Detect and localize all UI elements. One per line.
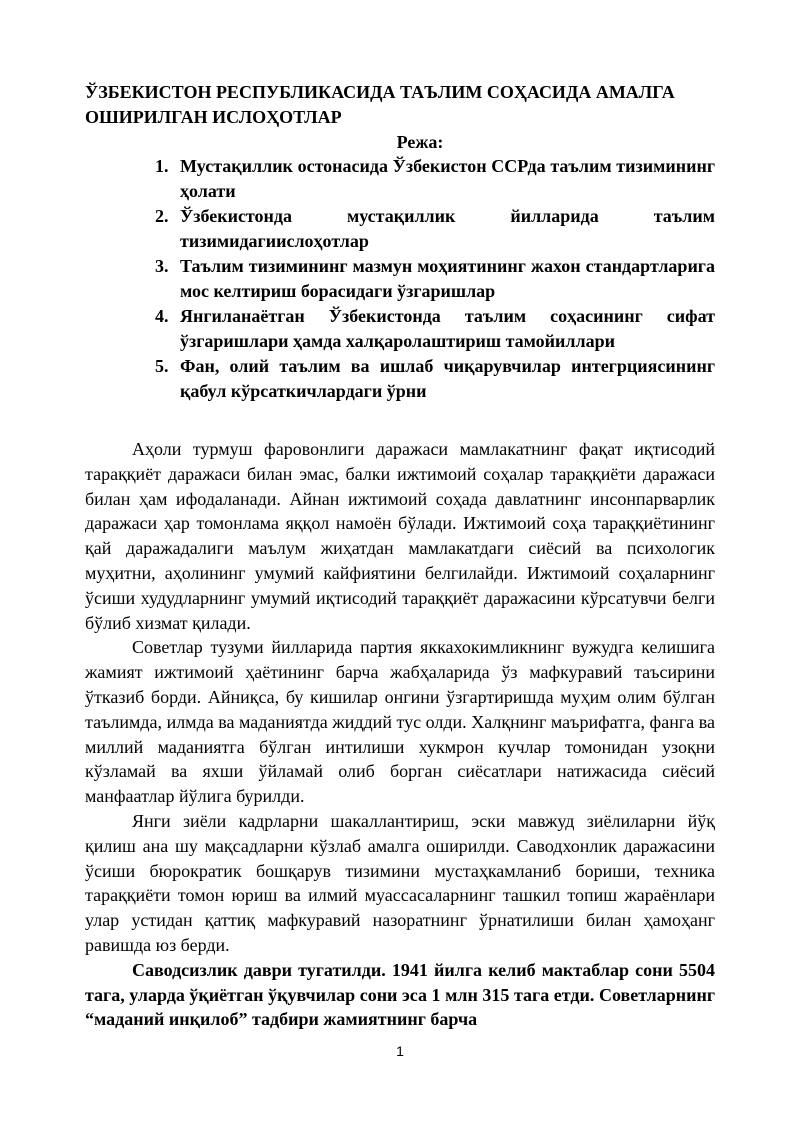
plan-heading: Режа: xyxy=(396,132,444,152)
plan-item-number: 1. xyxy=(155,156,169,176)
plan-item-number: 3. xyxy=(155,256,169,276)
page-number: 1 xyxy=(396,1043,404,1059)
plan-item-number: 4. xyxy=(155,306,169,326)
plan-item xyxy=(155,154,715,203)
plan-list xyxy=(85,154,715,403)
plan-item-text: Янгиланаётган Ўзбекистонда таълим соҳасининг сифат ўзгаришлари ҳамда халқаролаштириш тамойиллари xyxy=(180,306,715,351)
plan-item xyxy=(155,304,715,353)
document-title: ЎЗБЕКИСТОН РЕСПУБЛИКАСИДА ТАЪЛИМ СОҲАСИДА АМАЛГА ОШИРИЛГАН ИСЛОҲОТЛАР xyxy=(85,82,675,127)
plan-item-text: Фан, олий таълим ва ишлаб чиқарувчилар интегрциясининг қабул кўрсаткичлардаги ўрни xyxy=(180,356,715,401)
plan-item xyxy=(155,254,715,303)
body-paragraph: Советлар тузуми йилларида партия яккахокимликнинг вужудга келишига жамият ижтимоий ҳаётининг барча жабҳаларида ўз мафкуравий таъсирини ўтказиб борди. Айниқса, бу кишилар онгини ўзгартиришда муҳим олим бўлган таълимда, илмда ва маданиятда жиддий тус олди. Халқнинг маърифатга, фанга ва миллий маданиятга бўлган интилиши хукмрон кучлар томонидан узоқни кўзламай ва яхши ўйламай олиб борган сиёсатлари натижасида сиёсий манфаатлар йўлига бурилди. xyxy=(85,637,715,807)
plan-item-text: Мустақиллик остонасида Ўзбекистон ССРда таълим тизимининг ҳолати xyxy=(180,156,715,201)
plan-item-number: 5. xyxy=(155,356,169,376)
plan-item xyxy=(155,204,715,253)
bold-paragraph: Саводсизлик даври тугатилди. 1941 йилга келиб мактаблар сони 5504 тага, уларда ўқиётган ўқувчилар сони эса 1 млн 315 тага етди. Советларнинг “маданий инқилоб” тадбири жамиятнинг барча xyxy=(85,959,715,1030)
section-spacer xyxy=(85,404,715,437)
body-paragraph: Янги зиёли кадрларни шакаллантириш, эски мавжуд зиёлиларни йўқ қилиш ана шу мақсадларни кўзлаб амалга оширилди. Саводхонлик даражасини ўсиши бюрократик бошқарув тизимини мустаҳкамланиб бориши, техника тараққиёти томон юриш ва илмий муассасаларнинг ташкил топиш жараёнлари улар устидан қаттиқ мафкуравий назоратнинг ўрнатилиши билан ҳамоҳанг равишда юз берди. xyxy=(85,810,715,955)
plan-item xyxy=(155,354,715,403)
document-page xyxy=(85,80,715,1032)
body-paragraph: Аҳоли турмуш фаровонлиги даражаси мамлакатнинг фақат иқтисодий тараққиёт даражаси билан эмас, балки ижтимоий соҳалар тараққиёти даражаси билан ҳам ифодаланади. Айнан ижтимоий соҳада давлатнинг инсонпарварлик даражаси ҳар томонлама яққол намоён бўлади. Ижтимоий соҳа тараққиётининг қай даражадалиги маълум жиҳатдан мамлакатдаги сиёсий ва психологик муҳитни, аҳолининг умумий кайфиятини белгилайди. Ижтимоий соҳаларнинг ўсиши худудларнинг умумий иқтисодий тараққиёт даражасини кўрсатувчи белги бўлиб хизмат қилади. xyxy=(85,439,715,633)
plan-item-text: Ўзбекистонда мустақиллик йилларида таълим тизимидагиислоҳотлар xyxy=(180,206,715,251)
plan-item-number: 2. xyxy=(155,206,169,226)
plan-item-text: Таълим тизимининг мазмун моҳиятининг жахон стандартларига мос келтириш борасидаги ўзгаришлар xyxy=(180,256,715,301)
